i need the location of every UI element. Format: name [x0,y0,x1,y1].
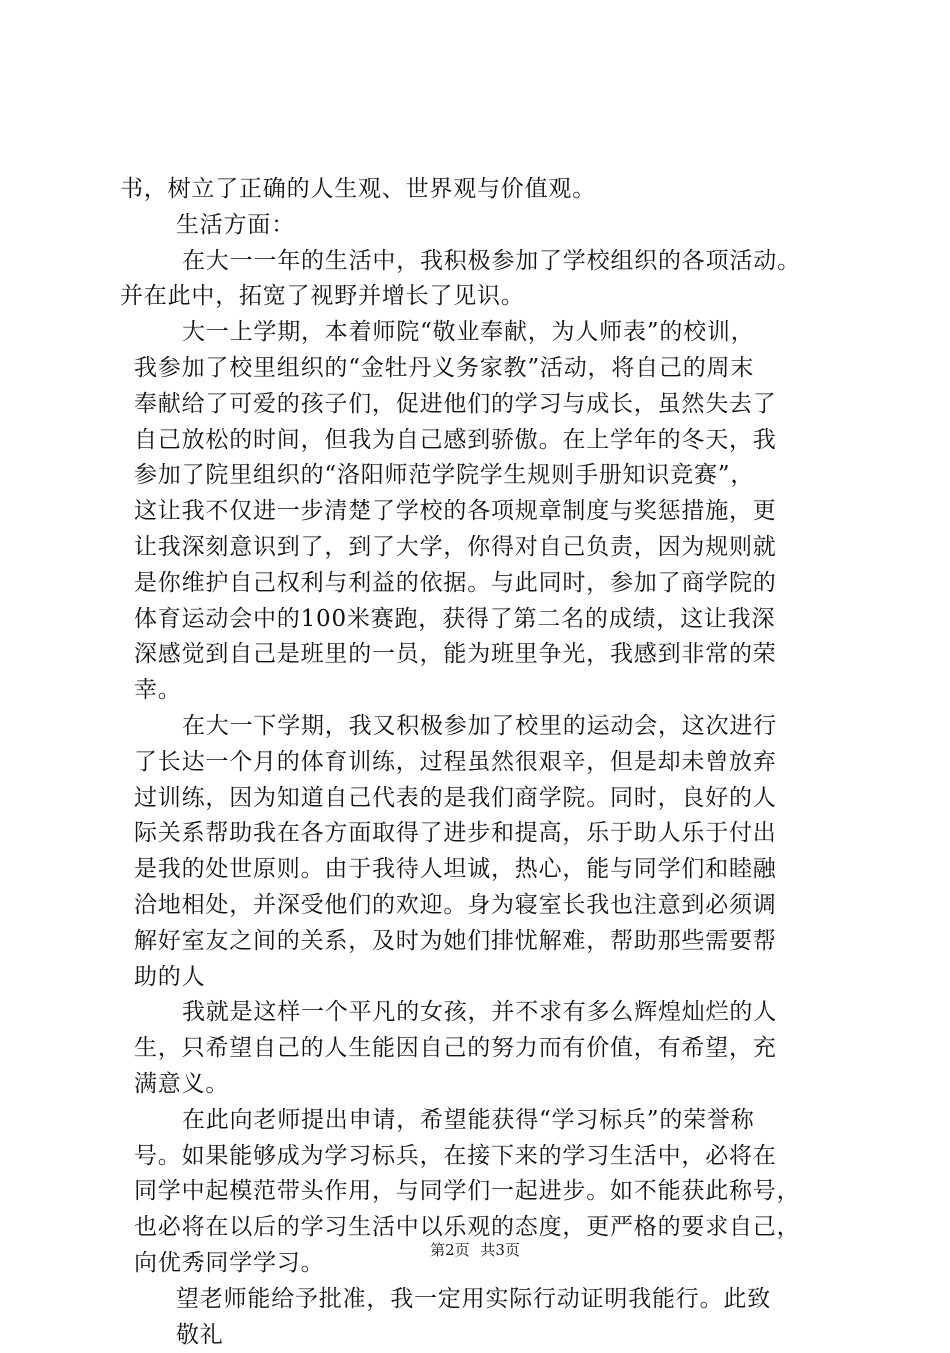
text-line: 在此向老师提出申请，希望能获得“学习标兵”的荣誉称 [120,1103,850,1139]
text-line: 奉献给了可爱的孩子们，促进他们的学习与成长，虽然失去了 [120,387,850,423]
text-line: 大一上学期，本着师院“敬业奉献，为人师表”的校训， [120,315,850,351]
text-line: 让我深刻意识到了，到了大学，你得对自己负责，因为规则就 [120,530,850,566]
text-line: 书，树立了正确的人生观、世界观与价值观。 [120,172,850,208]
text-line: 我参加了校里组织的“金牡丹义务家教”活动，将自己的周末 [120,351,850,387]
text-line: 是我的处世原则。由于我待人坦诚，热心，能与同学们和睦融 [120,852,850,888]
text-line: 我就是这样一个平凡的女孩，并不求有多么辉煌灿烂的人 [120,995,850,1031]
text-line: 了长达一个月的体育训练，过程虽然很艰辛，但是却未曾放弃 [120,745,850,781]
text-line: 号。如果能够成为学习标兵，在接下来的学习生活中，必将在 [120,1139,850,1175]
text-line: 过训练，因为知道自己代表的是我们商学院。同时，良好的人 [120,781,850,817]
text-line: 在大一一年的生活中，我积极参加了学校组织的各项活动。 [120,244,850,280]
text-line: 也必将在以后的学习生活中以乐观的态度，更严格的要求自己， [120,1210,850,1246]
text-line: 解好室友之间的关系，及时为她们排忧解难，帮助那些需要帮 [120,924,850,960]
text-line: 助的人 [120,960,850,996]
page-total: 共3页 [480,1241,520,1259]
text-line: 这让我不仅进一步清楚了学校的各项规章制度与奖惩措施，更 [120,494,850,530]
text-line: 体育运动会中的100米赛跑，获得了第二名的成绩，这让我深 [120,602,850,638]
text-line: 向优秀同学学习。 [120,1246,850,1282]
text-line: 望老师能给予批准，我一定用实际行动证明我能行。此致 [120,1282,850,1318]
text-line: 在大一下学期，我又积极参加了校里的运动会，这次进行 [120,709,850,745]
text-line: 深感觉到自己是班里的一员，能为班里争光，我感到非常的荣 [120,637,850,673]
text-line: 际关系帮助我在各方面取得了进步和提高，乐于助人乐于付出 [120,816,850,852]
text-line: 洽地相处，并深受他们的欢迎。身为寝室长我也注意到必须调 [120,888,850,924]
text-line: 自己放松的时间，但我为自己感到骄傲。在上学年的冬天，我 [120,423,850,459]
page-footer [0,1240,950,1260]
text-line: 满意义。 [120,1067,850,1103]
text-line: 生，只希望自己的人生能因自己的努力而有价值，有希望，充 [120,1031,850,1067]
text-line: 并在此中，拓宽了视野并增长了见识。 [120,279,850,315]
document-body [120,172,850,1353]
text-line: 是你维护自己权利与利益的依据。与此同时，参加了商学院的 [120,566,850,602]
text-line: 幸。 [120,673,850,709]
text-line: 参加了院里组织的“洛阳师范学院学生规则手册知识竞赛”， [120,458,850,494]
text-line: 敬礼 [120,1318,850,1353]
text-line: 同学中起模范带头作用，与同学们一起进步。如不能获此称号， [120,1174,850,1210]
page-number: 第2页 [430,1241,470,1259]
text-line: 生活方面： [120,208,850,244]
